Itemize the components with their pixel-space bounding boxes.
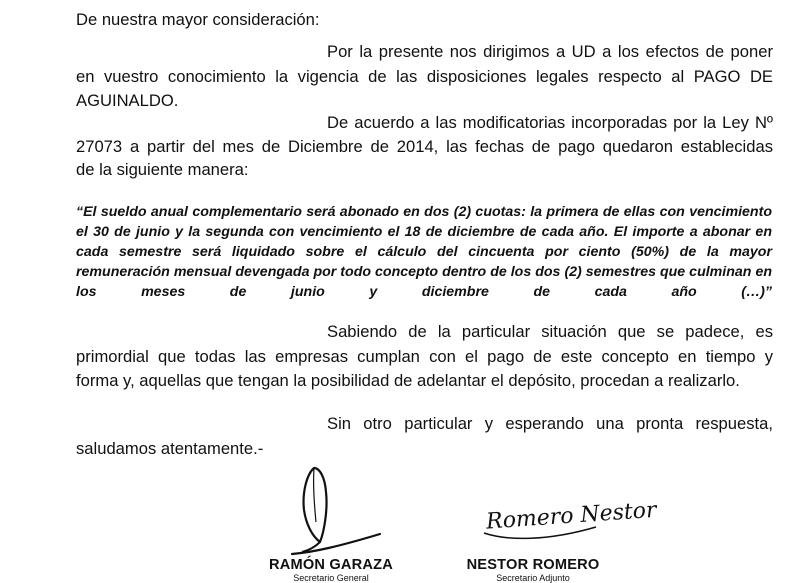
signature-romero — [478, 487, 658, 547]
law-quote: “El sueldo anual complementario será abonado en dos (2) cuotas: la primera de ellas con vencimiento el 30 de junio y la segunda con vencimiento el 18 de diciembre de cada año. El importe a abonar en cada semestre será liquidado sobre el cálculo del cincuenta por ciento (50%) de la mayor remuneración mensual devengada por todo concepto dentro de los dos (2) semestres que culminan en los meses de junio y diciembre de cada año (…)” — [76, 204, 772, 300]
paragraph-3-line-1: Sabiendo de la particular situación que se padece, es — [327, 322, 773, 341]
signatory-role: Secretario Adjunto — [496, 573, 570, 583]
signatory-name: NESTOR ROMERO — [466, 557, 600, 573]
signatory-name: RAMÓN GARAZA — [268, 557, 393, 573]
paragraph-2-line-1: De acuerdo a las modificatorias incorporadas por la Ley Nº — [327, 113, 773, 132]
paragraph-1-line-2: en vuestro conocimiento la vigencia de las disposiciones legales respecto al PAGO DE — [76, 67, 773, 86]
paragraph-2-line-2: 27073 a partir del mes de Diciembre de 2014, las fechas de pago quedaron establecidas — [76, 137, 773, 156]
signatory-garaza — [262, 557, 400, 583]
closing-line-1: Sin otro particular y esperando una pronta respuesta, — [327, 414, 773, 433]
signature-garaza — [280, 462, 390, 562]
paragraph-3-line-3: forma y, aquellas que tengan la posibilidad de adelantar el depósito, procedan a realizarlo. — [76, 371, 740, 390]
signature-romero-text: Romero Nestor — [485, 497, 658, 535]
paragraph-1-line-3: AGUINALDO. — [76, 91, 179, 110]
closing-line-2: saludamos atentamente.- — [76, 439, 264, 458]
paragraph-3-line-2: primordial que todas las empresas cumplan con el pago de este concepto en tiempo y — [76, 347, 773, 366]
paragraph-2-line-3: de la siguiente manera: — [76, 160, 249, 179]
signatory-role: Secretario General — [293, 573, 369, 583]
signatory-romero — [461, 557, 605, 583]
paragraph-1-line-1: Por la presente nos dirigimos a UD a los efectos de poner — [327, 42, 773, 61]
greeting: De nuestra mayor consideración: — [76, 10, 320, 29]
